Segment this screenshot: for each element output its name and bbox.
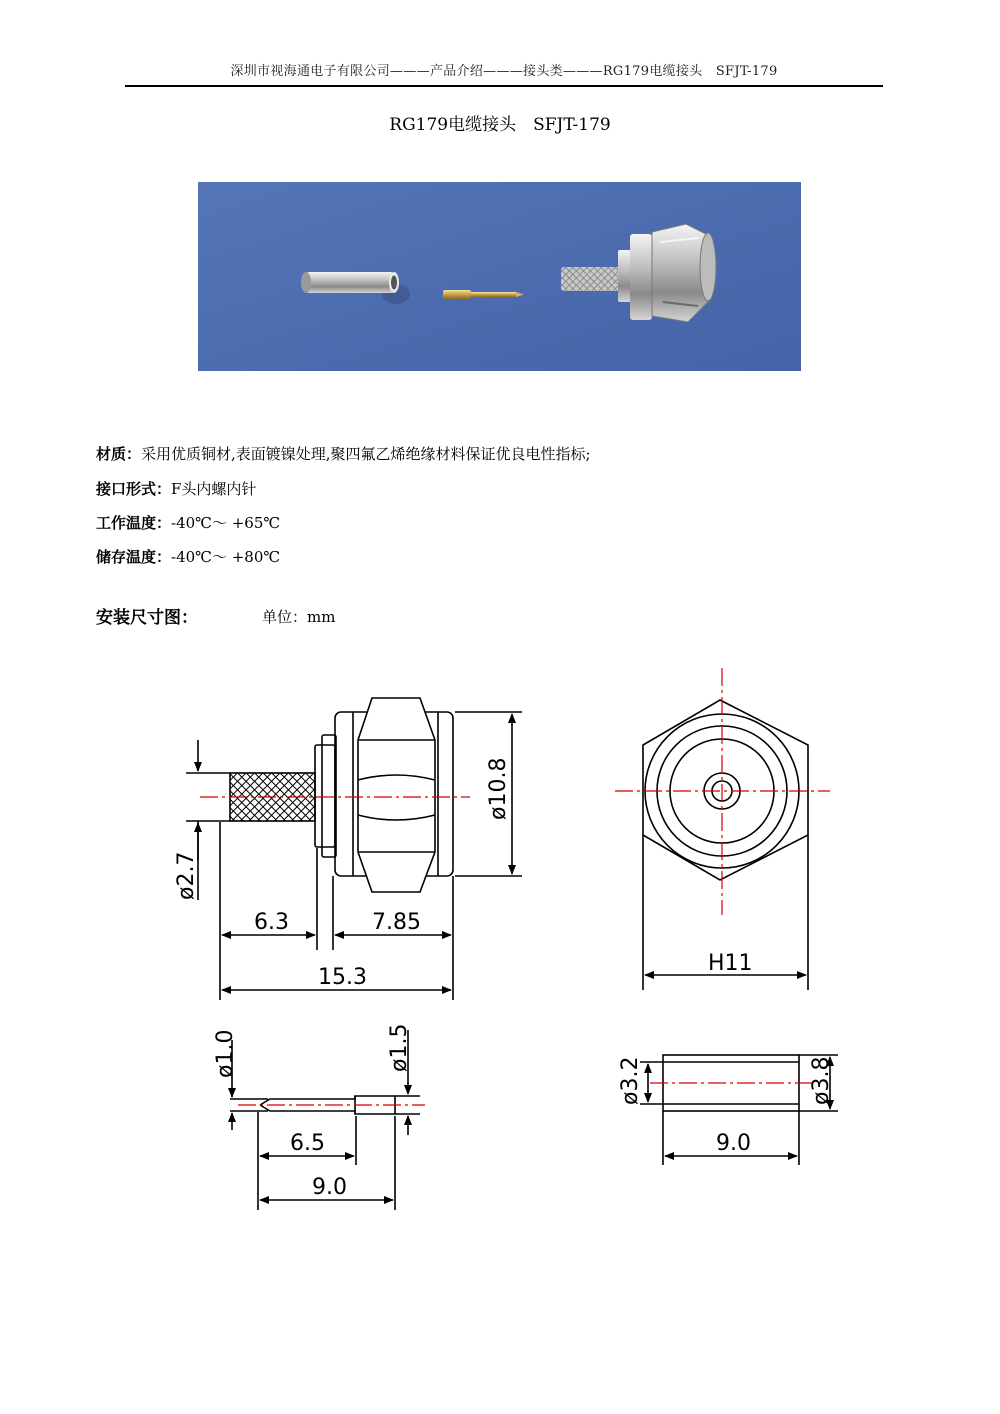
- spec-storage-temp: [96, 546, 280, 567]
- dim-d32-label: ø3.2: [618, 1056, 643, 1105]
- dim-l90b-label: 9.0: [716, 1131, 751, 1156]
- installation-drawing: [0, 640, 1000, 1240]
- document-title: RG179电缆接头 SFJT-179: [389, 115, 611, 135]
- drawing-unit: 单位：mm: [262, 608, 336, 626]
- front-view: [643, 700, 808, 990]
- dim-l153-label: 15.3: [318, 965, 367, 990]
- dim-d10-label: ø1.0: [213, 1029, 238, 1078]
- product-photo: [198, 182, 801, 371]
- spec-operating-temp-label: 工作温度：: [96, 514, 172, 532]
- spec-operating-temp: [96, 512, 280, 533]
- dim-d38-label: ø3.8: [809, 1056, 834, 1105]
- spec-material-label: 材质：: [96, 445, 142, 463]
- drawing-title: 安装尺寸图：: [96, 608, 198, 628]
- spec-material: [96, 443, 591, 464]
- dim-d15-label: ø1.5: [387, 1023, 412, 1072]
- side-view: [230, 698, 453, 892]
- dim-l90a-label: 9.0: [312, 1175, 347, 1200]
- spec-storage-temp-value: -40℃～ +80℃: [171, 548, 281, 566]
- spec-material-value: 采用优质铜材,表面镀镍处理,聚四氟乙烯绝缘材料保证优良电性指标;: [141, 445, 591, 463]
- spec-interface-label: 接口形式：: [96, 480, 172, 498]
- dim-d27-label: ø2.7: [174, 851, 199, 900]
- spec-storage-temp-label: 储存温度：: [96, 548, 172, 566]
- spec-interface: [96, 478, 256, 499]
- page-header: 深圳市视海通电子有限公司———产品介绍———接头类———RG179电缆接头 SFJT-179: [230, 64, 778, 79]
- dim-l63-label: 6.3: [254, 910, 289, 935]
- dim-d108-label: ø10.8: [486, 757, 511, 820]
- dim-l785-label: 7.85: [372, 910, 421, 935]
- header-divider: [125, 85, 883, 87]
- spec-interface-value: F头内螺内针: [171, 480, 257, 498]
- dim-h11-label: H11: [708, 951, 753, 976]
- spec-operating-temp-value: -40℃～ +65℃: [171, 514, 281, 532]
- dim-l65-label: 6.5: [290, 1131, 325, 1156]
